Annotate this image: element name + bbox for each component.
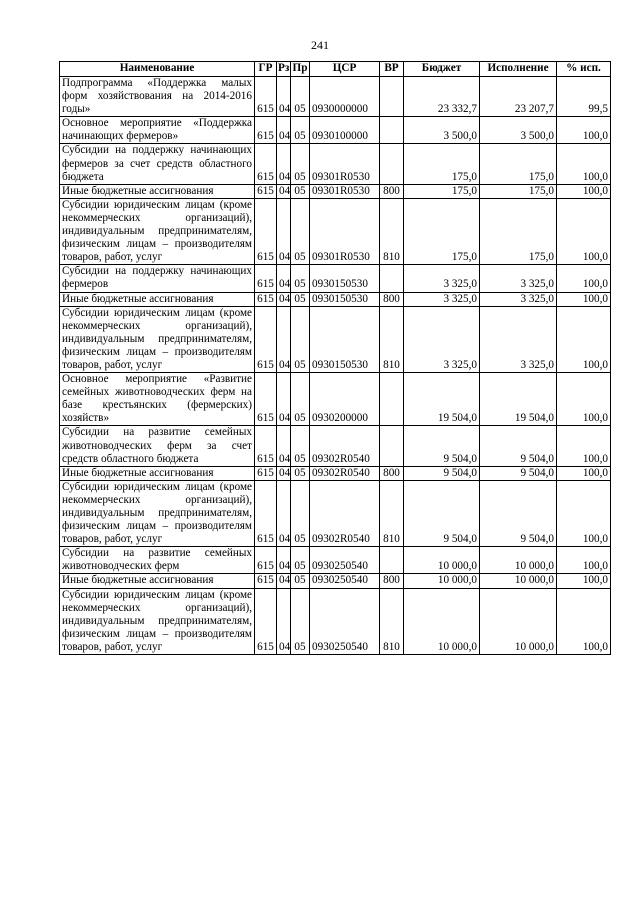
row-vr: 800 bbox=[380, 184, 404, 198]
row-pr: 05 bbox=[291, 77, 310, 117]
table-row bbox=[60, 144, 611, 184]
row-percent: 100,0 bbox=[557, 198, 611, 264]
row-name: Основное мероприятие «Развитие семейных животноводческих ферм на базе крестьянских (фермерских) хозяйств» bbox=[60, 373, 255, 426]
row-percent: 100,0 bbox=[557, 144, 611, 184]
row-percent: 100,0 bbox=[557, 265, 611, 292]
row-csr: 0930250540 bbox=[310, 574, 380, 588]
row-gr: 615 bbox=[255, 426, 277, 466]
budget-table bbox=[59, 61, 611, 655]
row-gr: 615 bbox=[255, 184, 277, 198]
row-pr: 05 bbox=[291, 306, 310, 372]
row-gr: 615 bbox=[255, 265, 277, 292]
row-rz: 04 bbox=[277, 77, 291, 117]
row-gr: 615 bbox=[255, 373, 277, 426]
row-vr bbox=[380, 373, 404, 426]
column-header-name: Наименование bbox=[60, 62, 255, 77]
row-csr: 0930150530 bbox=[310, 292, 380, 306]
row-gr: 615 bbox=[255, 292, 277, 306]
row-name: Иные бюджетные ассигнования bbox=[60, 292, 255, 306]
row-rz: 04 bbox=[277, 466, 291, 480]
column-header-vr: ВР bbox=[380, 62, 404, 77]
row-pr: 05 bbox=[291, 574, 310, 588]
row-csr: 0930100000 bbox=[310, 117, 380, 144]
table-row bbox=[60, 292, 611, 306]
row-gr: 615 bbox=[255, 588, 277, 654]
table-row bbox=[60, 184, 611, 198]
row-budget: 3 325,0 bbox=[404, 265, 480, 292]
row-budget: 10 000,0 bbox=[404, 588, 480, 654]
row-execution: 175,0 bbox=[480, 184, 557, 198]
table-row bbox=[60, 77, 611, 117]
row-percent: 100,0 bbox=[557, 426, 611, 466]
row-pr: 05 bbox=[291, 480, 310, 546]
row-gr: 615 bbox=[255, 198, 277, 264]
column-header-budget: Бюджет bbox=[404, 62, 480, 77]
row-pr: 05 bbox=[291, 184, 310, 198]
row-pr: 05 bbox=[291, 265, 310, 292]
row-name: Субсидии на поддержку начинающих фермеров за счет средств областного бюджета bbox=[60, 144, 255, 184]
row-gr: 615 bbox=[255, 574, 277, 588]
row-csr: 09301R0530 bbox=[310, 144, 380, 184]
row-execution: 3 325,0 bbox=[480, 265, 557, 292]
row-execution: 9 504,0 bbox=[480, 466, 557, 480]
column-header-rz: Рз bbox=[277, 62, 291, 77]
row-rz: 04 bbox=[277, 117, 291, 144]
row-csr: 0930200000 bbox=[310, 373, 380, 426]
row-percent: 99,5 bbox=[557, 77, 611, 117]
row-execution: 19 504,0 bbox=[480, 373, 557, 426]
row-percent: 100,0 bbox=[557, 184, 611, 198]
row-csr: 0930250540 bbox=[310, 547, 380, 574]
row-percent: 100,0 bbox=[557, 373, 611, 426]
row-budget: 9 504,0 bbox=[404, 466, 480, 480]
row-execution: 3 325,0 bbox=[480, 292, 557, 306]
row-vr: 800 bbox=[380, 466, 404, 480]
row-csr: 09301R0530 bbox=[310, 198, 380, 264]
row-budget: 9 504,0 bbox=[404, 480, 480, 546]
row-gr: 615 bbox=[255, 144, 277, 184]
row-pr: 05 bbox=[291, 547, 310, 574]
row-vr bbox=[380, 265, 404, 292]
row-budget: 10 000,0 bbox=[404, 574, 480, 588]
table-row bbox=[60, 466, 611, 480]
row-csr: 0930150530 bbox=[310, 306, 380, 372]
row-csr: 09302R0540 bbox=[310, 426, 380, 466]
table-row bbox=[60, 480, 611, 546]
row-rz: 04 bbox=[277, 198, 291, 264]
row-gr: 615 bbox=[255, 77, 277, 117]
row-name: Субсидии на развитие семейных животноводческих ферм за счет средств областного бюджета bbox=[60, 426, 255, 466]
row-percent: 100,0 bbox=[557, 306, 611, 372]
row-percent: 100,0 bbox=[557, 117, 611, 144]
row-percent: 100,0 bbox=[557, 547, 611, 574]
row-vr: 810 bbox=[380, 480, 404, 546]
table-row bbox=[60, 117, 611, 144]
row-budget: 3 325,0 bbox=[404, 306, 480, 372]
row-name: Субсидии юридическим лицам (кроме некоммерческих организаций), индивидуальным предпринимателям, физическим лицам – производителям товаров, работ, услуг bbox=[60, 198, 255, 264]
row-csr: 0930000000 bbox=[310, 77, 380, 117]
row-rz: 04 bbox=[277, 547, 291, 574]
row-execution: 23 207,7 bbox=[480, 77, 557, 117]
row-execution: 9 504,0 bbox=[480, 426, 557, 466]
row-pr: 05 bbox=[291, 198, 310, 264]
row-vr: 810 bbox=[380, 306, 404, 372]
table-header-row bbox=[60, 62, 611, 77]
row-name: Иные бюджетные ассигнования bbox=[60, 466, 255, 480]
row-gr: 615 bbox=[255, 480, 277, 546]
row-budget: 19 504,0 bbox=[404, 373, 480, 426]
row-name: Субсидии на поддержку начинающих фермеров bbox=[60, 265, 255, 292]
row-budget: 10 000,0 bbox=[404, 547, 480, 574]
row-execution: 9 504,0 bbox=[480, 480, 557, 546]
row-budget: 3 500,0 bbox=[404, 117, 480, 144]
row-budget: 175,0 bbox=[404, 184, 480, 198]
column-header-pr: Пр bbox=[291, 62, 310, 77]
row-pr: 05 bbox=[291, 426, 310, 466]
table-row bbox=[60, 588, 611, 654]
row-csr: 09302R0540 bbox=[310, 466, 380, 480]
row-name: Иные бюджетные ассигнования bbox=[60, 574, 255, 588]
row-rz: 04 bbox=[277, 480, 291, 546]
row-gr: 615 bbox=[255, 117, 277, 144]
table-body bbox=[60, 77, 611, 655]
row-percent: 100,0 bbox=[557, 466, 611, 480]
column-header-gr: ГР bbox=[255, 62, 277, 77]
row-budget: 175,0 bbox=[404, 144, 480, 184]
row-gr: 615 bbox=[255, 547, 277, 574]
row-execution: 3 325,0 bbox=[480, 306, 557, 372]
row-budget: 3 325,0 bbox=[404, 292, 480, 306]
row-percent: 100,0 bbox=[557, 588, 611, 654]
row-name: Субсидии юридическим лицам (кроме некоммерческих организаций), индивидуальным предпринимателям, физическим лицам – производителям товаров, работ, услуг bbox=[60, 588, 255, 654]
row-csr: 0930250540 bbox=[310, 588, 380, 654]
row-csr: 0930150530 bbox=[310, 265, 380, 292]
row-rz: 04 bbox=[277, 426, 291, 466]
row-pr: 05 bbox=[291, 292, 310, 306]
row-pr: 05 bbox=[291, 588, 310, 654]
page-number: 241 bbox=[311, 38, 329, 52]
row-rz: 04 bbox=[277, 144, 291, 184]
row-rz: 04 bbox=[277, 265, 291, 292]
row-rz: 04 bbox=[277, 373, 291, 426]
row-pr: 05 bbox=[291, 373, 310, 426]
row-name: Иные бюджетные ассигнования bbox=[60, 184, 255, 198]
row-execution: 10 000,0 bbox=[480, 547, 557, 574]
row-vr: 810 bbox=[380, 588, 404, 654]
row-percent: 100,0 bbox=[557, 292, 611, 306]
row-percent: 100,0 bbox=[557, 480, 611, 546]
row-pr: 05 bbox=[291, 144, 310, 184]
row-csr: 09301R0530 bbox=[310, 184, 380, 198]
table-row bbox=[60, 198, 611, 264]
row-vr bbox=[380, 426, 404, 466]
row-vr: 800 bbox=[380, 574, 404, 588]
column-header-csr: ЦСР bbox=[310, 62, 380, 77]
row-gr: 615 bbox=[255, 306, 277, 372]
row-rz: 04 bbox=[277, 184, 291, 198]
row-rz: 04 bbox=[277, 306, 291, 372]
row-rz: 04 bbox=[277, 588, 291, 654]
row-rz: 04 bbox=[277, 574, 291, 588]
row-name: Субсидии юридическим лицам (кроме некоммерческих организаций), индивидуальным предпринимателям, физическим лицам – производителям товаров, работ, услуг bbox=[60, 480, 255, 546]
table-row bbox=[60, 426, 611, 466]
column-header-percent: % исп. bbox=[557, 62, 611, 77]
row-execution: 10 000,0 bbox=[480, 574, 557, 588]
row-vr bbox=[380, 77, 404, 117]
row-execution: 175,0 bbox=[480, 144, 557, 184]
row-pr: 05 bbox=[291, 117, 310, 144]
row-name: Субсидии юридическим лицам (кроме некоммерческих организаций), индивидуальным предпринимателям, физическим лицам – производителям товаров, работ, услуг bbox=[60, 306, 255, 372]
row-execution: 3 500,0 bbox=[480, 117, 557, 144]
row-pr: 05 bbox=[291, 466, 310, 480]
row-vr bbox=[380, 547, 404, 574]
row-vr bbox=[380, 144, 404, 184]
row-execution: 10 000,0 bbox=[480, 588, 557, 654]
table-row bbox=[60, 574, 611, 588]
row-execution: 175,0 bbox=[480, 198, 557, 264]
table-row bbox=[60, 265, 611, 292]
table-row bbox=[60, 547, 611, 574]
row-budget: 23 332,7 bbox=[404, 77, 480, 117]
row-vr bbox=[380, 117, 404, 144]
table-row bbox=[60, 373, 611, 426]
row-rz: 04 bbox=[277, 292, 291, 306]
row-percent: 100,0 bbox=[557, 574, 611, 588]
row-budget: 9 504,0 bbox=[404, 426, 480, 466]
row-vr: 810 bbox=[380, 198, 404, 264]
table-row bbox=[60, 306, 611, 372]
row-name: Субсидии на развитие семейных животноводческих ферм bbox=[60, 547, 255, 574]
column-header-execution: Исполнение bbox=[480, 62, 557, 77]
row-budget: 175,0 bbox=[404, 198, 480, 264]
row-gr: 615 bbox=[255, 466, 277, 480]
row-name: Основное мероприятие «Поддержка начинающих фермеров» bbox=[60, 117, 255, 144]
row-csr: 09302R0540 bbox=[310, 480, 380, 546]
row-name: Подпрограмма «Поддержка малых форм хозяйствования на 2014-2016 годы» bbox=[60, 77, 255, 117]
row-vr: 800 bbox=[380, 292, 404, 306]
